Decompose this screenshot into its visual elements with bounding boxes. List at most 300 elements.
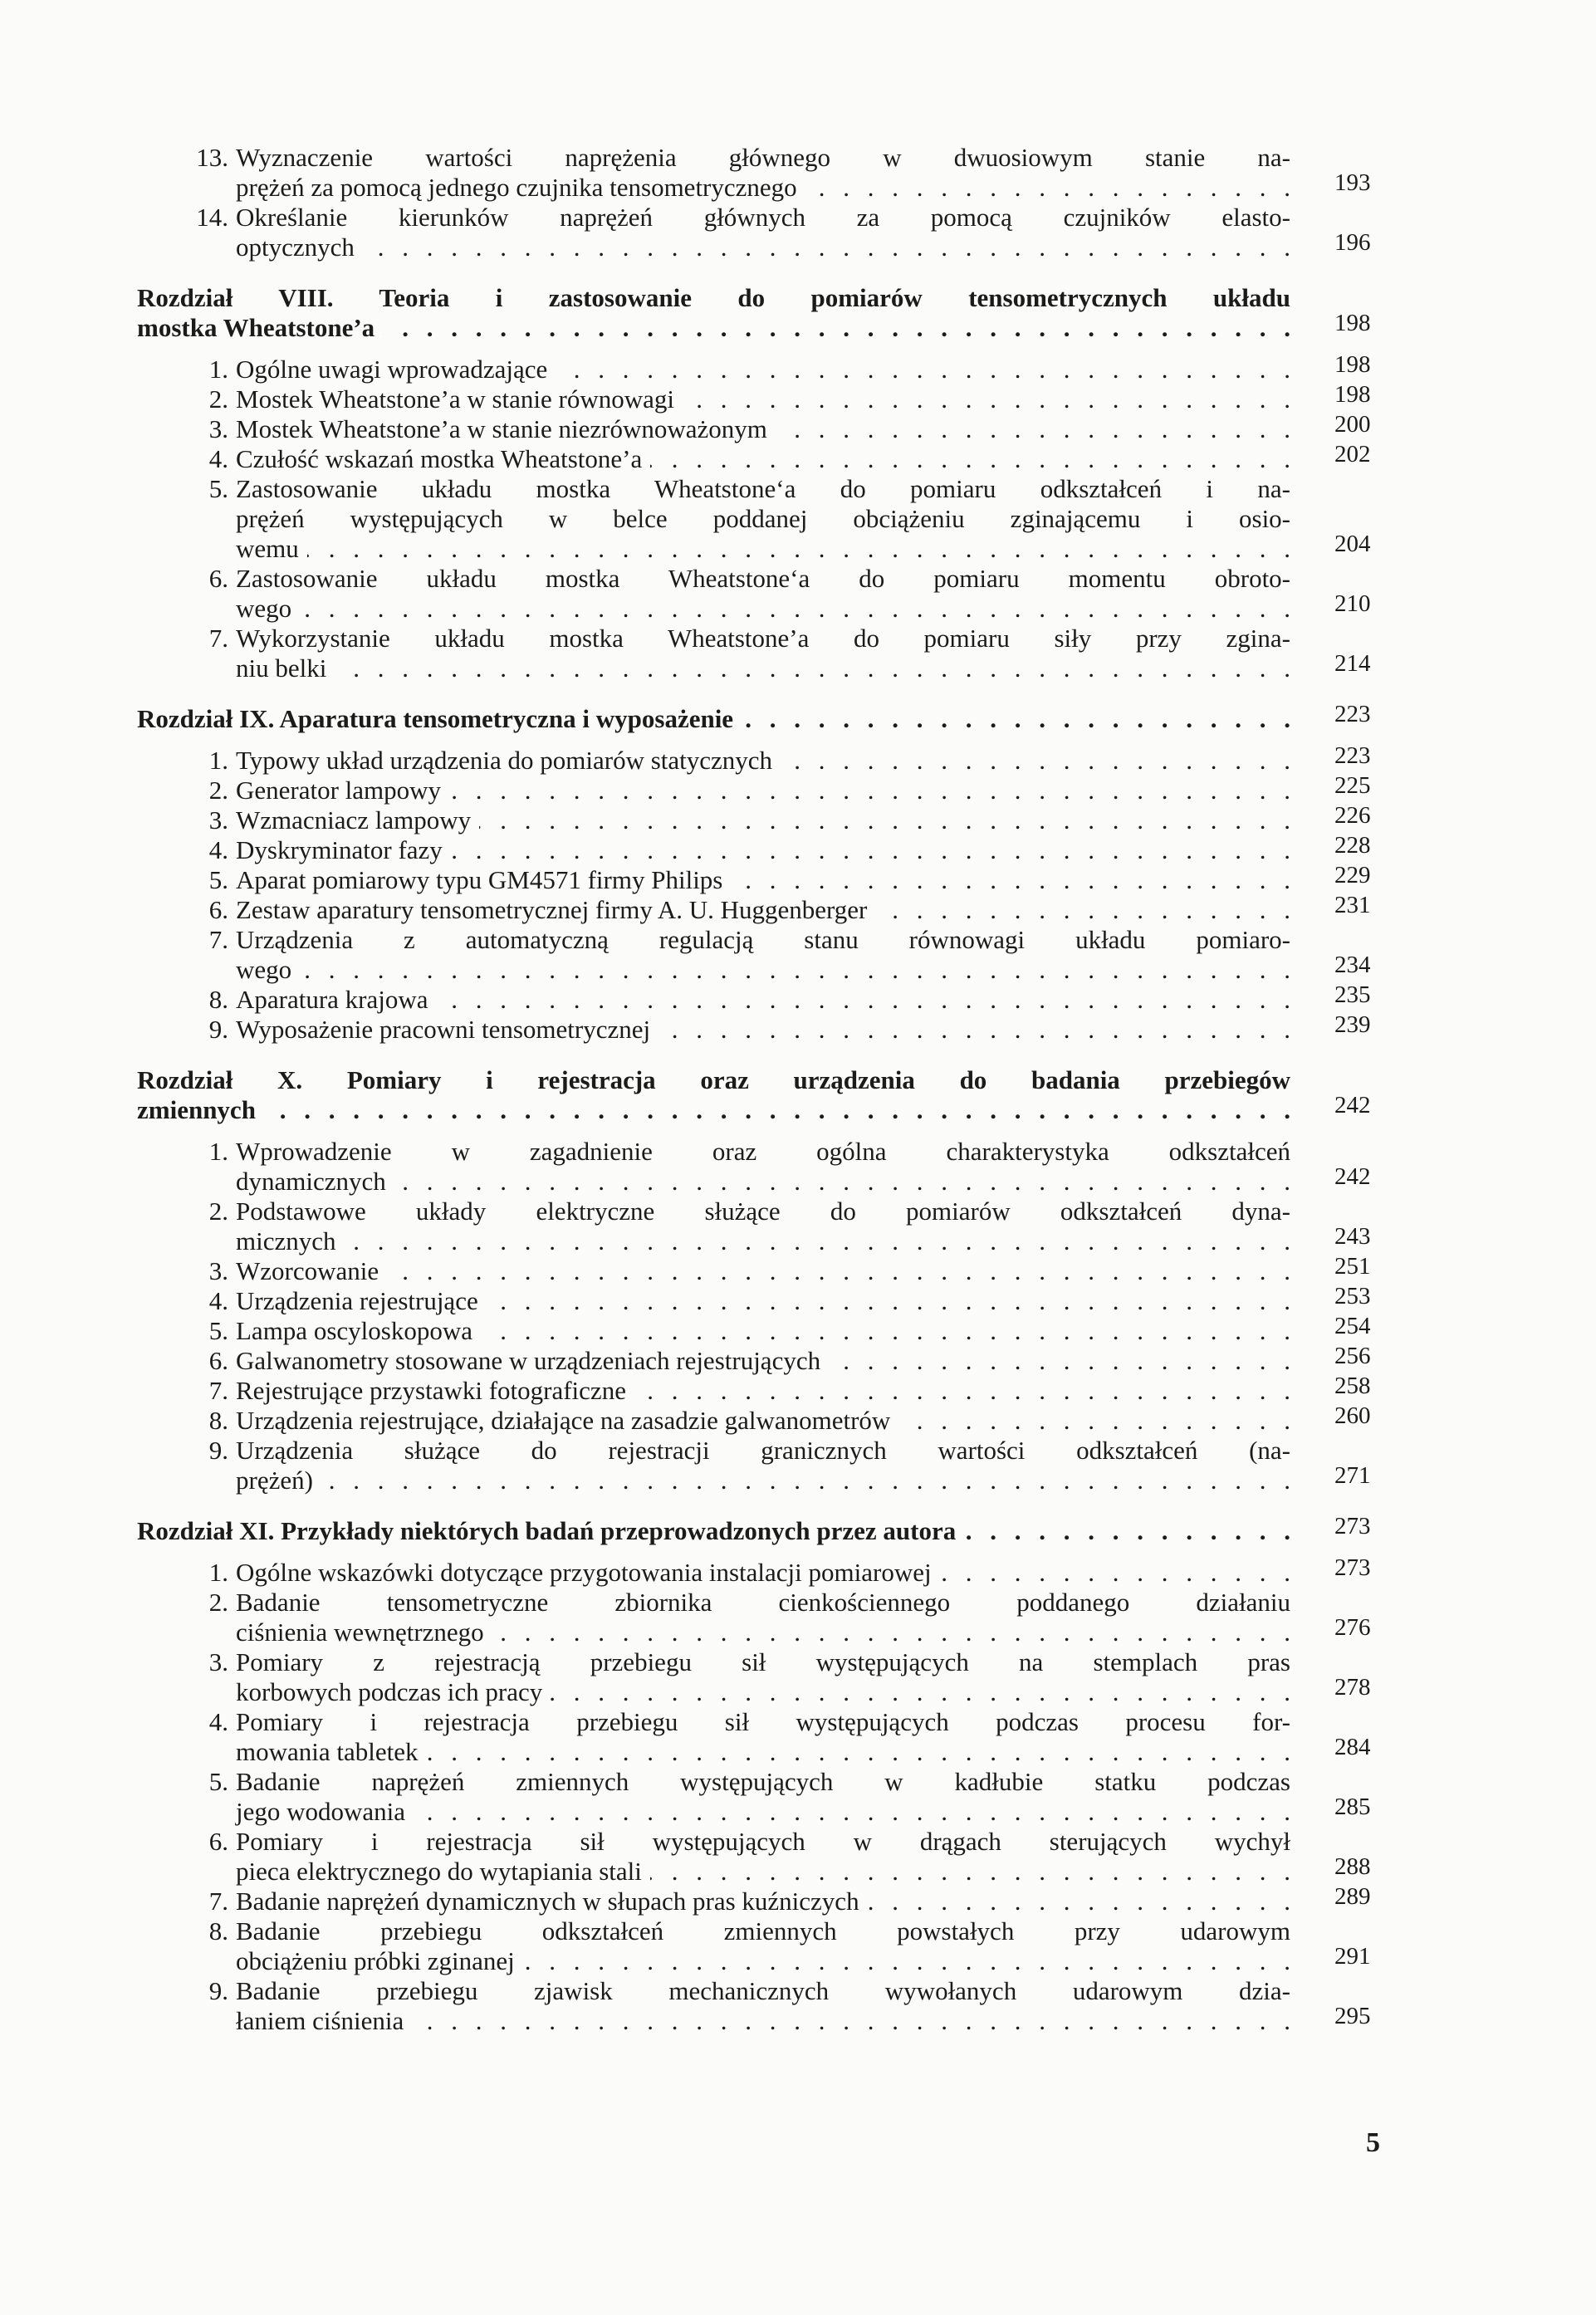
entry-page-number: 210 — [1334, 590, 1371, 617]
entry-page-number: 228 — [1334, 832, 1371, 859]
dot-leader — [556, 355, 1290, 384]
entry-title: Wzmacniacz lampowy — [236, 805, 472, 834]
toc-entry-line — [137, 1767, 1383, 1797]
entry-title-text — [236, 1197, 1290, 1226]
entry-title-text — [236, 504, 1290, 534]
entry-title: Zastosowanie układu mostka Wheatstone‘a do pomiaru odkształceń i na- — [236, 474, 1290, 503]
entry-number: 8. — [208, 1406, 228, 1435]
entry-title-text — [236, 444, 1290, 474]
entry-number: 5. — [208, 474, 228, 503]
dot-leader — [658, 1015, 1290, 1045]
entry-title-text — [236, 1767, 1290, 1797]
entry-title-text — [236, 1406, 1290, 1436]
entry-page-number: 276 — [1334, 1614, 1371, 1641]
entry-page-number: 229 — [1334, 862, 1371, 888]
entry-title: Wykorzystanie układu mostka Wheatstone’a do pomiaru siły przy zgina- — [236, 624, 1290, 653]
toc-entry — [137, 1554, 1383, 1588]
entry-title: dynamicznych — [236, 1167, 386, 1196]
entry-page-number: 273 — [1334, 1554, 1371, 1581]
entry-page-number: 234 — [1334, 952, 1371, 978]
entry-number: 5. — [208, 865, 228, 894]
table-of-contents — [137, 143, 1383, 2036]
entry-title: Galwanometry stosowane w urządzeniach rejestrujących — [236, 1346, 821, 1375]
entry-title: wego — [236, 955, 292, 984]
entry-title-text — [236, 1797, 1290, 1827]
entry-title: Wyposażenie pracowni tensometrycznej — [236, 1015, 651, 1044]
entry-title: Ogólne uwagi wprowadzające — [236, 355, 548, 384]
entry-page-number: 231 — [1334, 892, 1371, 918]
entry-title-text — [236, 1346, 1290, 1376]
entry-title-text — [137, 313, 1290, 343]
dot-leader — [427, 1737, 1291, 1767]
entry-number: 4. — [208, 444, 228, 473]
entry-page-number: 273 — [1334, 1513, 1371, 1539]
dot-leader — [487, 1286, 1290, 1316]
toc-entry — [137, 1707, 1383, 1767]
toc-entry-line — [137, 1916, 1383, 1946]
toc-entry — [137, 624, 1383, 683]
toc-entry — [137, 1916, 1383, 1976]
entry-title: Określanie kierunków naprężeń głównych za pomocą czujników elasto- — [236, 203, 1290, 232]
entry-page-number: 251 — [1334, 1253, 1371, 1280]
entry-title: micznych — [236, 1226, 336, 1255]
entry-title: Rejestrujące przystawki fotograficzne — [236, 1376, 626, 1405]
entry-title: Rozdział VIII. Teoria i zastosowanie do pomiarów tensometrycznych układu — [137, 283, 1290, 312]
entry-page-number: 226 — [1334, 802, 1371, 829]
entry-title: Rozdział IX. Aparatura tensometryczna i wyposażenie — [137, 704, 734, 733]
toc-entry-line — [137, 1137, 1383, 1167]
entry-number: 9. — [208, 1015, 228, 1044]
dot-leader — [383, 313, 1290, 343]
dot-leader — [481, 1316, 1290, 1346]
toc-entry — [137, 742, 1383, 776]
entry-page-number: 258 — [1334, 1373, 1371, 1399]
toc-entry-line — [137, 1436, 1383, 1466]
entry-number: 9. — [208, 1976, 228, 2005]
entry-title-text — [236, 1737, 1290, 1767]
entry-page-number: 278 — [1334, 1674, 1371, 1701]
dot-leader — [335, 653, 1290, 683]
entry-title: Pomiary i rejestracja przebiegu sił występujących podczas procesu for- — [236, 1707, 1290, 1736]
toc-entry-line — [137, 1588, 1383, 1618]
toc-entry-line — [137, 832, 1383, 865]
dot-leader — [875, 895, 1290, 925]
dot-leader — [776, 414, 1290, 444]
entry-title: Badanie przebiegu zjawisk mechanicznych wywołanych udarowym dzia- — [236, 1976, 1290, 2005]
entry-number: 2. — [208, 1588, 228, 1617]
entry-title-text — [236, 1887, 1290, 1916]
entry-page-number: 289 — [1334, 1883, 1371, 1910]
entry-number: 6. — [208, 1346, 228, 1375]
entry-title: mostka Wheatstone’a — [137, 313, 375, 342]
entry-title-text — [236, 1857, 1290, 1887]
toc-entry-line — [137, 590, 1383, 624]
entry-title: optycznych — [236, 232, 355, 262]
dot-leader — [634, 1376, 1290, 1406]
toc-entry-line — [137, 772, 1383, 805]
dot-leader — [394, 1167, 1290, 1197]
toc-entry-line — [137, 1253, 1383, 1286]
entry-title: Urządzenia rejestrujące, działające na zasadzie galwanometrów — [236, 1406, 891, 1435]
toc-entry-line — [137, 742, 1383, 776]
toc-entry — [137, 1436, 1383, 1495]
entry-page-number: 223 — [1334, 742, 1371, 769]
dot-leader — [414, 1797, 1290, 1827]
entry-number: 6. — [208, 564, 228, 593]
toc-entry — [137, 981, 1383, 1015]
toc-section — [137, 143, 1383, 262]
toc-entry — [137, 892, 1383, 925]
toc-entry-line — [137, 441, 1383, 474]
toc-entry — [137, 411, 1383, 444]
entry-title-text — [236, 474, 1290, 504]
chapter-heading — [137, 1513, 1383, 1546]
entry-title-text — [236, 203, 1290, 232]
entry-title-text — [236, 594, 1290, 624]
toc-entry-line — [137, 1163, 1383, 1197]
toc-entry-line — [137, 1707, 1383, 1737]
entry-page-number: 254 — [1334, 1313, 1371, 1339]
entry-page-number: 291 — [1334, 1943, 1371, 1970]
entry-title-text — [236, 925, 1290, 955]
entry-title: Badanie naprężeń zmiennych występujących w kadłubie statku podczas — [236, 1767, 1290, 1796]
entry-number: 7. — [208, 925, 228, 954]
entry-title: prężeń za pomocą jednego czujnika tensometrycznego — [236, 173, 797, 202]
toc-entry — [137, 1283, 1383, 1316]
dot-leader — [650, 444, 1290, 474]
toc-entry-line — [137, 143, 1383, 173]
entry-title-text — [236, 805, 1290, 835]
chapter-heading — [137, 1065, 1383, 1125]
toc-entry-line — [137, 1011, 1383, 1045]
entry-title: Badanie przebiegu odkształceń zmiennych powstałych przy udarowym — [236, 1916, 1290, 1945]
entry-title: mowania tabletek — [236, 1737, 419, 1766]
entry-page-number: 223 — [1334, 701, 1371, 727]
entry-title-text — [236, 1256, 1290, 1286]
entry-title: prężeń) — [236, 1466, 313, 1495]
dot-leader — [650, 1857, 1290, 1887]
toc-entry — [137, 862, 1383, 895]
entry-title-text — [236, 1558, 1290, 1588]
entry-number: 13. — [196, 143, 228, 172]
entry-title: pieca elektrycznego do wytapiania stali — [236, 1857, 642, 1886]
entry-title-text — [236, 1316, 1290, 1346]
toc-section — [137, 1065, 1383, 1495]
toc-entry-line — [137, 531, 1383, 564]
dot-leader — [363, 232, 1290, 262]
toc-entry-line — [137, 1827, 1383, 1857]
entry-page-number: 193 — [1334, 169, 1371, 196]
toc-entry-line — [137, 1313, 1383, 1346]
entry-title-text — [236, 1167, 1290, 1197]
toc-entry — [137, 802, 1383, 835]
entry-page-number: 271 — [1334, 1462, 1371, 1489]
entry-page-number: 285 — [1334, 1794, 1371, 1820]
toc-entry-line — [137, 1734, 1383, 1767]
entry-title-text — [236, 1618, 1290, 1647]
entry-title-text — [236, 232, 1290, 262]
entry-title: Mostek Wheatstone’a w stanie niezrównoważonym — [236, 414, 767, 443]
entry-title-text — [236, 1647, 1290, 1677]
entry-title: korbowych podczas ich pracy — [236, 1677, 543, 1706]
dot-leader — [898, 1406, 1290, 1436]
dot-leader — [449, 776, 1290, 805]
entry-number: 1. — [208, 746, 228, 775]
toc-entry — [137, 1402, 1383, 1436]
entry-page-number: 202 — [1334, 441, 1371, 467]
entry-title-text — [236, 746, 1290, 776]
dot-leader — [940, 1558, 1290, 1588]
entry-title: Wyznaczenie wartości naprężenia głównego w dwuosiowym stanie na- — [236, 143, 1290, 172]
entry-page-number: 242 — [1334, 1163, 1371, 1190]
entry-number: 7. — [208, 624, 228, 653]
entry-page-number: 198 — [1334, 310, 1371, 336]
toc-entry-line — [137, 2003, 1383, 2036]
chapter-heading-line — [137, 1065, 1383, 1095]
toc-entry-line — [137, 802, 1383, 835]
dot-leader — [412, 2006, 1290, 2036]
entry-page-number: 253 — [1334, 1283, 1371, 1309]
entry-title-text — [236, 955, 1290, 985]
entry-number: 3. — [208, 414, 228, 443]
entry-title: Podstawowe układy elektryczne służące do pomiarów odkształceń dyna- — [236, 1197, 1290, 1226]
entry-title: ciśnienia wewnętrznego — [236, 1618, 484, 1647]
toc-entry — [137, 474, 1383, 564]
entry-title-text — [236, 835, 1290, 865]
entry-title: Ogólne wskazówki dotyczące przygotowania instalacji pomiarowej — [236, 1558, 932, 1587]
entry-number: 3. — [208, 805, 228, 834]
toc-entry — [137, 1767, 1383, 1827]
entry-title-text — [236, 624, 1290, 653]
dot-leader — [742, 704, 1290, 734]
toc-entry — [137, 772, 1383, 805]
entry-title-text — [236, 1916, 1290, 1946]
chapter-heading-line — [137, 1092, 1383, 1125]
toc-entry-line — [137, 624, 1383, 653]
dot-leader — [321, 1466, 1290, 1495]
entry-title-text — [236, 2006, 1290, 2036]
entry-page-number: 242 — [1334, 1092, 1371, 1118]
dot-leader — [523, 1946, 1290, 1976]
entry-number: 5. — [208, 1316, 228, 1345]
dot-leader — [781, 746, 1290, 776]
entry-title-text — [236, 653, 1290, 683]
entry-number: 8. — [208, 1916, 228, 1945]
toc-entry-line — [137, 1554, 1383, 1588]
entry-title-text — [236, 1286, 1290, 1316]
toc-entry — [137, 203, 1383, 262]
entry-title-text — [236, 1588, 1290, 1618]
entry-page-number: 256 — [1334, 1343, 1371, 1369]
dot-leader — [805, 173, 1290, 203]
entry-title-text — [236, 384, 1290, 414]
toc-entry — [137, 1253, 1383, 1286]
toc-entry-line — [137, 925, 1383, 955]
toc-entry — [137, 1976, 1383, 2036]
entry-title-text — [137, 1065, 1290, 1095]
entry-title: Zestaw aparatury tensometrycznej firmy A. U. Huggenberger — [236, 895, 868, 924]
toc-entry-line — [137, 564, 1383, 594]
entry-title-text — [137, 704, 1290, 734]
entry-title: Urządzenia rejestrujące — [236, 1286, 478, 1315]
entry-title-text — [236, 1976, 1290, 2006]
toc-entry — [137, 1647, 1383, 1707]
toc-entry-line — [137, 411, 1383, 444]
chapter-heading-line — [137, 310, 1383, 343]
entry-number: 2. — [208, 776, 228, 805]
entry-number: 6. — [208, 895, 228, 924]
entry-page-number: 260 — [1334, 1402, 1371, 1429]
toc-entry-line — [137, 1794, 1383, 1827]
entry-page-number: 200 — [1334, 411, 1371, 438]
toc-entry — [137, 832, 1383, 865]
toc-entry — [137, 1827, 1383, 1887]
entry-title-text — [236, 985, 1290, 1015]
dot-leader — [964, 1516, 1290, 1546]
entry-number: 5. — [208, 1767, 228, 1796]
entry-page-number: 198 — [1334, 381, 1371, 408]
entry-title: Czułość wskazań mostka Wheatstone’a — [236, 444, 643, 473]
entry-title: jego wodowania — [236, 1797, 406, 1826]
toc-entry-line — [137, 1197, 1383, 1226]
toc-entry-line — [137, 229, 1383, 262]
toc-entry-line — [137, 892, 1383, 925]
toc-entry-line — [137, 1462, 1383, 1495]
entry-title: Mostek Wheatstone’a w stanie równowagi — [236, 384, 675, 414]
toc-entry-line — [137, 504, 1383, 534]
entry-title-text — [236, 1015, 1290, 1045]
entry-title: Pomiary i rejestracja sił występujących w drągach sterujących wychył — [236, 1827, 1290, 1856]
chapter-heading-line — [137, 701, 1383, 734]
page-number: 5 — [1366, 2127, 1380, 2158]
entry-page-number: 284 — [1334, 1734, 1371, 1760]
entry-number: 3. — [208, 1256, 228, 1285]
entry-page-number: 214 — [1334, 650, 1371, 677]
entry-number: 7. — [208, 1376, 228, 1405]
toc-section — [137, 701, 1383, 1045]
entry-title-text — [236, 414, 1290, 444]
toc-entry — [137, 381, 1383, 414]
entry-page-number: 204 — [1334, 531, 1371, 557]
entry-title-text — [137, 1516, 1290, 1546]
entry-title: Dyskryminator fazy — [236, 835, 443, 864]
toc-entry-line — [137, 1343, 1383, 1376]
entry-title: Aparat pomiarowy typu GM4571 firmy Philips — [236, 865, 723, 894]
toc-entry-line — [137, 1976, 1383, 2006]
toc-entry-line — [137, 1674, 1383, 1707]
entry-title-text — [236, 865, 1290, 895]
entry-title-text — [236, 534, 1290, 564]
entry-number: 1. — [208, 355, 228, 384]
entry-title-text — [236, 1466, 1290, 1495]
entry-title: Generator lampowy — [236, 776, 442, 805]
entry-number: 14. — [196, 203, 228, 232]
entry-title-text — [137, 283, 1290, 313]
entry-title-text — [236, 895, 1290, 925]
toc-entry — [137, 1883, 1383, 1916]
toc-entry — [137, 1197, 1383, 1256]
entry-title: Rozdział XI. Przykłady niektórych badań przeprowadzonych przez autora — [137, 1516, 957, 1545]
entry-title: Lampa oscyloskopowa — [236, 1316, 472, 1345]
entry-page-number: 198 — [1334, 351, 1371, 378]
toc-entry-line — [137, 1853, 1383, 1887]
toc-entry — [137, 564, 1383, 624]
entry-title-text — [236, 1677, 1290, 1707]
toc-entry-line — [137, 1883, 1383, 1916]
entry-page-number: 239 — [1334, 1011, 1371, 1038]
toc-entry-line — [137, 1647, 1383, 1677]
entry-page-number: 235 — [1334, 981, 1371, 1008]
toc-entry-line — [137, 1614, 1383, 1647]
toc-entry-line — [137, 203, 1383, 232]
entry-page-number: 196 — [1334, 229, 1371, 256]
chapter-heading — [137, 701, 1383, 734]
toc-entry-line — [137, 1373, 1383, 1406]
dot-leader — [683, 384, 1290, 414]
toc-entry-line — [137, 1283, 1383, 1316]
entry-title: Badanie tensometryczne zbiornika cienkościennego poddanego działaniu — [236, 1588, 1290, 1617]
entry-title-text — [236, 776, 1290, 805]
toc-entry-line — [137, 474, 1383, 504]
dot-leader — [451, 835, 1290, 865]
toc-entry — [137, 143, 1383, 203]
entry-number: 1. — [208, 1137, 228, 1166]
entry-title: Badanie naprężeń dynamicznych w słupach pras kuźniczych — [236, 1887, 859, 1916]
entry-number: 9. — [208, 1436, 228, 1465]
toc-section — [137, 1513, 1383, 2036]
dot-leader — [868, 1887, 1290, 1916]
entry-title-text — [236, 1137, 1290, 1167]
entry-page-number: 243 — [1334, 1223, 1371, 1250]
toc-entry-line — [137, 1943, 1383, 1976]
entry-number: 7. — [208, 1887, 228, 1916]
entry-title: niu belki — [236, 653, 327, 683]
entry-title: Urządzenia z automatyczną regulacją stanu równowagi układu pomiaro- — [236, 925, 1290, 954]
toc-entry-line — [137, 169, 1383, 203]
toc-entry — [137, 1373, 1383, 1406]
dot-leader — [492, 1618, 1290, 1647]
entry-number: 8. — [208, 985, 228, 1014]
entry-title-text — [236, 143, 1290, 173]
entry-title: prężeń występujących w belce poddanej obciążeniu zginającemu i osio- — [236, 504, 1290, 533]
entry-title: Wprowadzenie w zagadnienie oraz ogólna charakterystyka odkształceń — [236, 1137, 1290, 1166]
entry-number: 4. — [208, 1707, 228, 1736]
toc-entry-line — [137, 381, 1383, 414]
dot-leader — [307, 534, 1290, 564]
entry-title: zmiennych — [137, 1095, 256, 1124]
entry-page-number: 288 — [1334, 1853, 1371, 1880]
toc-entry — [137, 1343, 1383, 1376]
dot-leader — [264, 1095, 1290, 1125]
entry-title: Zastosowanie układu mostka Wheatstone‘a do pomiaru momentu obroto- — [236, 564, 1290, 593]
toc-entry-line — [137, 351, 1383, 384]
entry-title: wego — [236, 594, 292, 623]
entry-title-text — [236, 1436, 1290, 1466]
entry-title-text — [236, 1946, 1290, 1976]
toc-entry-line — [137, 1402, 1383, 1436]
entry-number: 4. — [208, 835, 228, 864]
toc-entry-line — [137, 862, 1383, 895]
entry-title-text — [236, 355, 1290, 384]
dot-leader — [300, 955, 1290, 985]
toc-entry-line — [137, 1223, 1383, 1256]
entry-title: łaniem ciśnienia — [236, 2006, 404, 2035]
toc-entry-line — [137, 650, 1383, 683]
toc-entry — [137, 925, 1383, 985]
entry-title-text — [137, 1095, 1290, 1125]
dot-leader — [345, 1226, 1290, 1256]
chapter-heading — [137, 283, 1383, 343]
